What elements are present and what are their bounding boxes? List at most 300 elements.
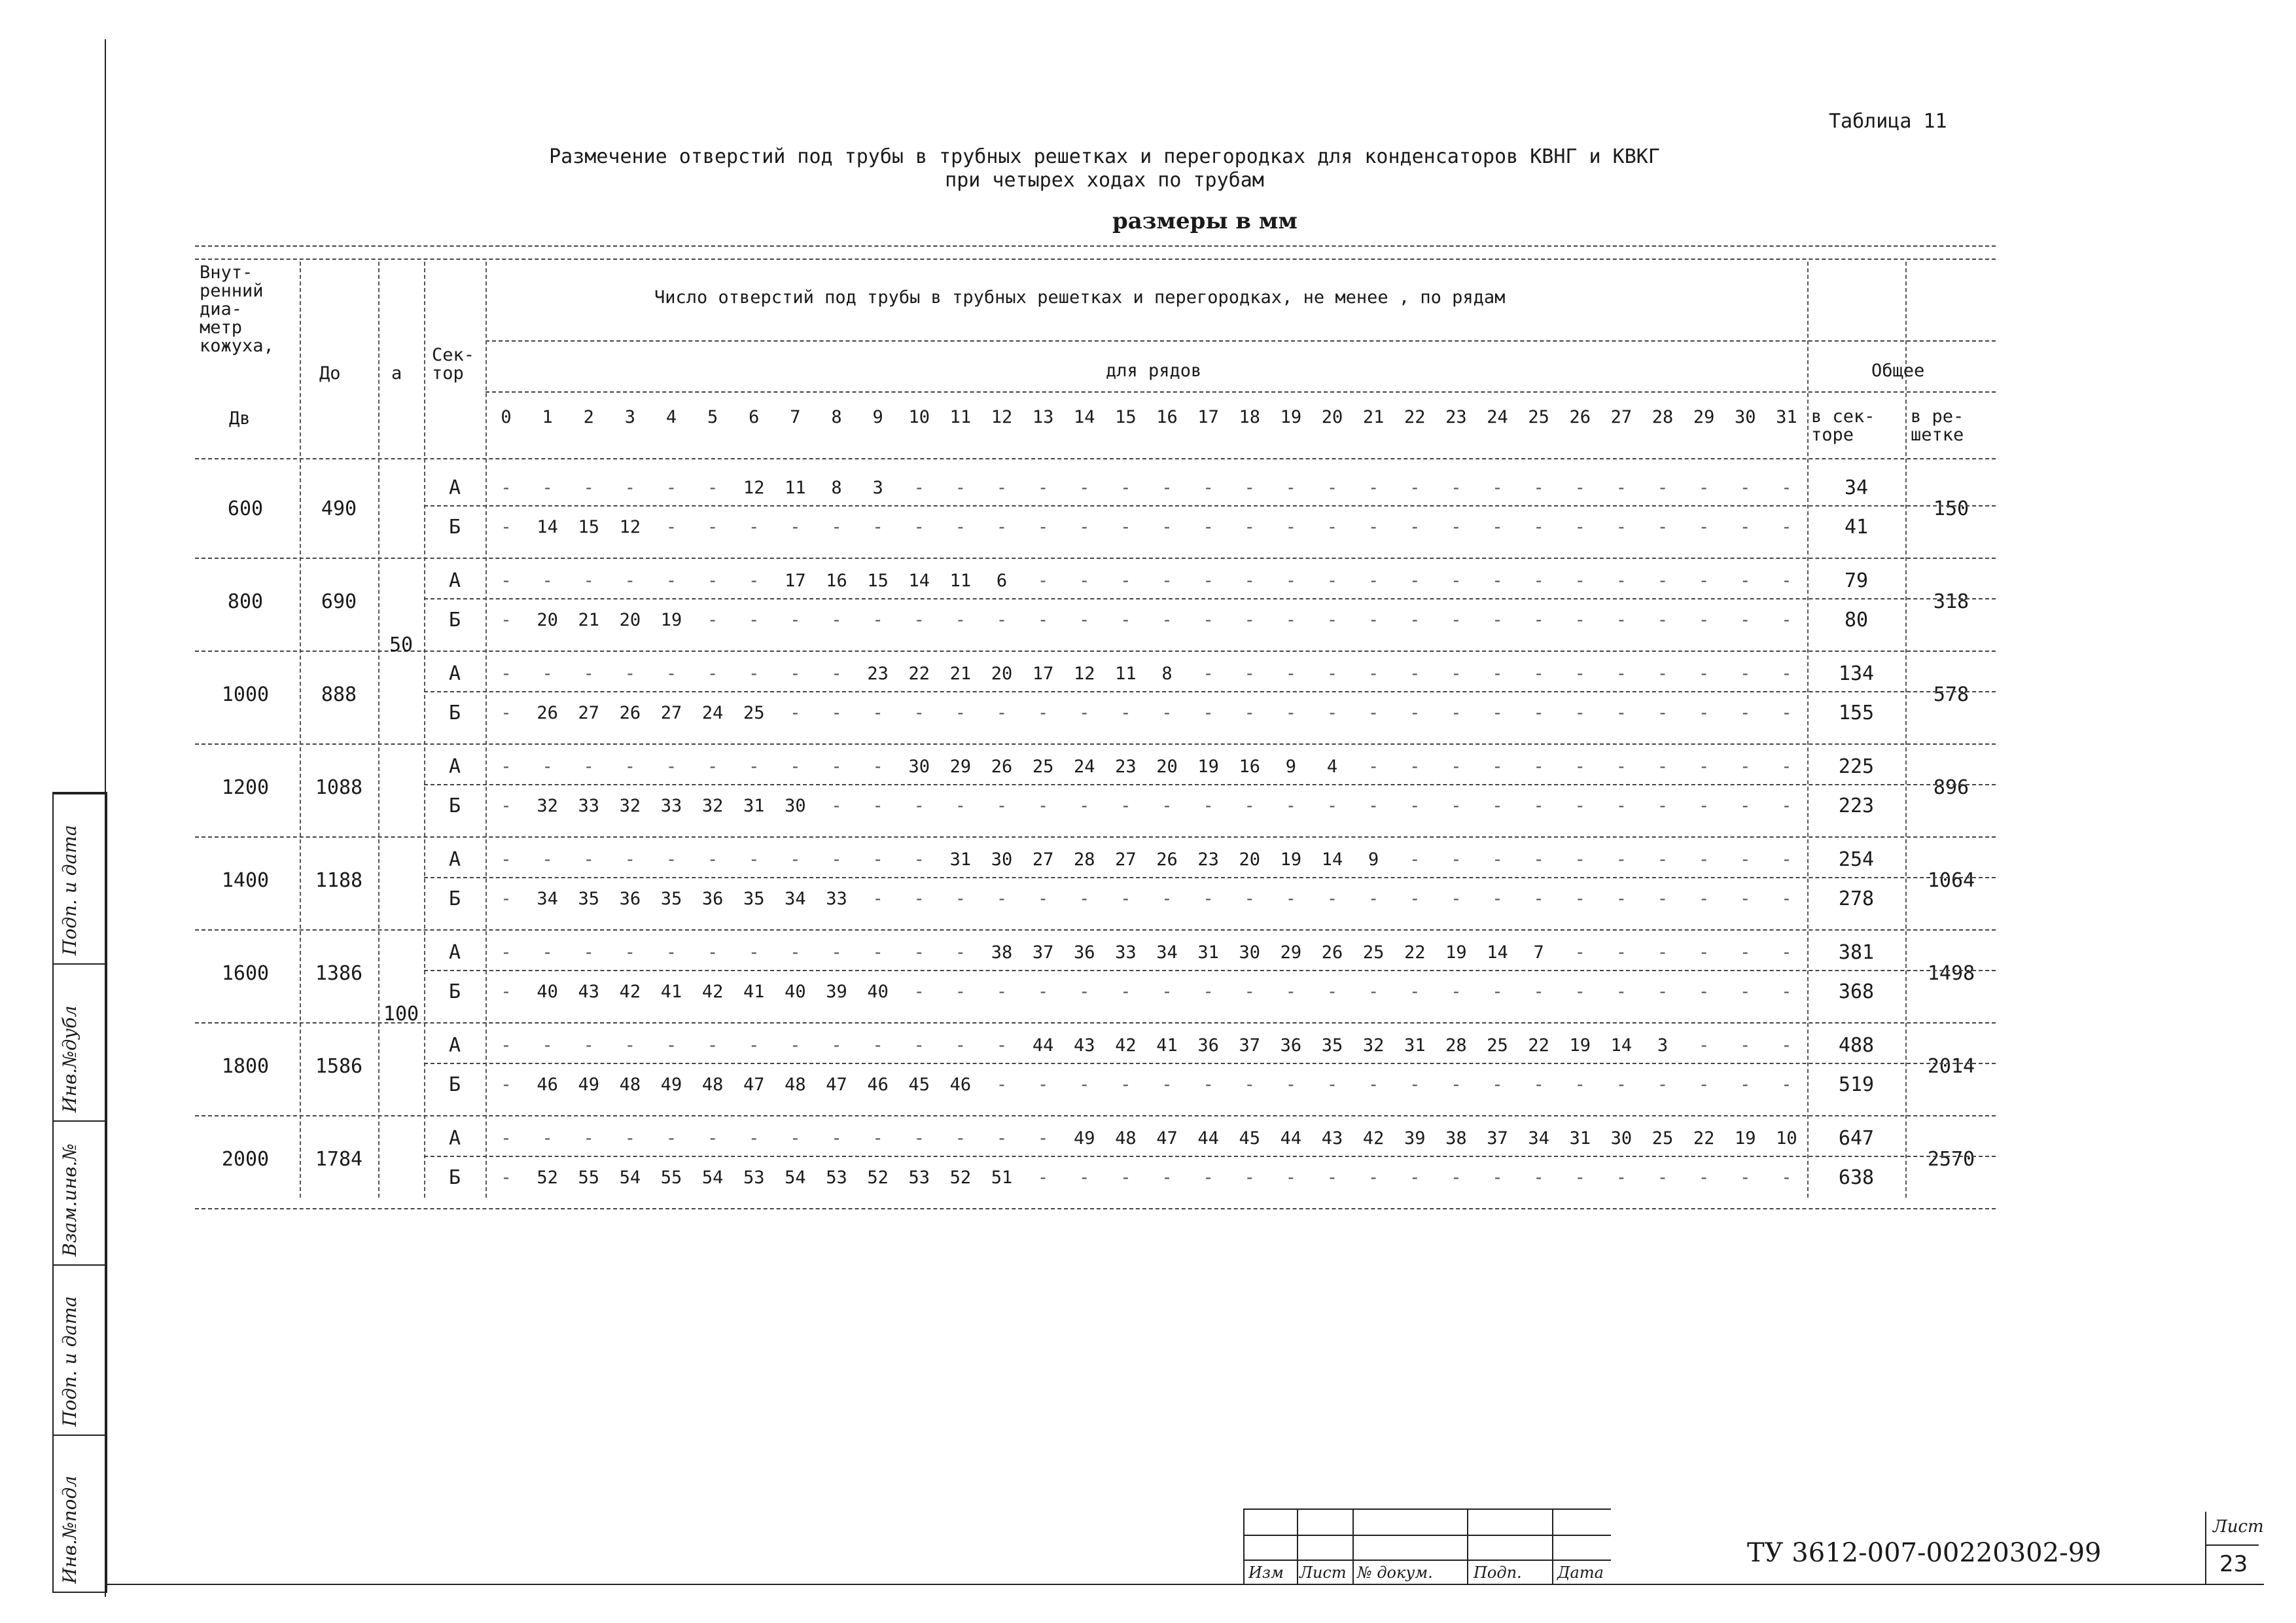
cell-sector-total: 381 bbox=[1838, 941, 1875, 964]
block-rule bbox=[195, 558, 1996, 559]
cell-count: - bbox=[790, 664, 801, 684]
cell-count: - bbox=[831, 1128, 842, 1149]
cell-count: - bbox=[665, 942, 677, 963]
cell-count: - bbox=[955, 610, 966, 630]
cell-count: - bbox=[831, 517, 842, 537]
cell-count: - bbox=[1120, 1168, 1131, 1188]
cell-count: - bbox=[1203, 478, 1214, 498]
cell-count: - bbox=[1326, 517, 1338, 537]
block-rule bbox=[195, 1115, 1996, 1116]
sector-rule bbox=[424, 970, 1996, 971]
cell-count: - bbox=[1038, 796, 1049, 816]
cell-count: - bbox=[913, 982, 925, 1002]
cell-count: 30 bbox=[785, 796, 806, 816]
cell-count: - bbox=[749, 757, 760, 777]
cell-grid-total: 1064 bbox=[1927, 869, 1975, 892]
cell-count: - bbox=[501, 757, 512, 777]
cell-count: 34 bbox=[1528, 1128, 1549, 1149]
cell-grid-total: 2570 bbox=[1927, 1148, 1975, 1171]
cell-count: 14 bbox=[1321, 849, 1343, 870]
cell-count: 51 bbox=[991, 1168, 1013, 1188]
tb-label-izm: Изм bbox=[1248, 1563, 1284, 1582]
cell-count: 15 bbox=[867, 571, 889, 591]
cell-count: 44 bbox=[1032, 1035, 1054, 1056]
cell-count: 19 bbox=[1280, 849, 1302, 870]
cell-count: - bbox=[542, 478, 553, 498]
cell-sector-total: 79 bbox=[1844, 569, 1869, 592]
cell-count: - bbox=[1203, 571, 1214, 591]
header-row-number: 18 bbox=[1239, 407, 1261, 427]
cell-count: - bbox=[872, 849, 883, 870]
cell-count: - bbox=[1203, 1168, 1214, 1188]
cell-count: 20 bbox=[1239, 849, 1261, 870]
cell-count: 28 bbox=[1074, 849, 1095, 870]
cell-do: 690 bbox=[321, 590, 357, 613]
block-rule bbox=[195, 743, 1996, 745]
cell-count: - bbox=[1038, 889, 1049, 909]
cell-count: - bbox=[1120, 478, 1131, 498]
cell-count: 10 bbox=[1776, 1128, 1797, 1149]
cell-count: 31 bbox=[1404, 1035, 1426, 1056]
cell-count: - bbox=[1616, 664, 1627, 684]
cell-count: 30 bbox=[991, 849, 1013, 870]
cell-count: - bbox=[913, 849, 925, 870]
cell-count: - bbox=[872, 889, 883, 909]
cell-count: - bbox=[831, 1035, 842, 1056]
cell-count: 3 bbox=[1657, 1035, 1669, 1056]
cell-count: 53 bbox=[743, 1168, 765, 1188]
cell-count: 45 bbox=[908, 1075, 930, 1095]
cell-count: 36 bbox=[619, 889, 641, 909]
header-main-group: Число отверстий под трубы в трубных решетках и перегородках, не менее , по рядам bbox=[654, 287, 1506, 308]
cell-count: - bbox=[872, 1128, 883, 1149]
cell-count: - bbox=[1657, 942, 1669, 963]
cell-count: - bbox=[707, 664, 718, 684]
cell-count: - bbox=[501, 610, 512, 630]
cell-do: 1784 bbox=[315, 1148, 363, 1171]
cell-count: - bbox=[913, 703, 925, 723]
cell-count: - bbox=[1574, 942, 1585, 963]
cell-count: 46 bbox=[949, 1075, 972, 1095]
cell-count: - bbox=[1781, 478, 1792, 498]
cell-count: - bbox=[1492, 796, 1503, 816]
cell-count: - bbox=[1574, 757, 1585, 777]
cell-count: - bbox=[1079, 703, 1090, 723]
cell-count: - bbox=[1161, 889, 1173, 909]
cell-count: 21 bbox=[949, 664, 972, 684]
header-row-number: 1 bbox=[542, 407, 553, 427]
cell-count: - bbox=[1326, 889, 1338, 909]
cell-count: 6 bbox=[996, 571, 1008, 591]
cell-count: 11 bbox=[1115, 664, 1137, 684]
cell-count: - bbox=[1740, 889, 1751, 909]
cell-count: 44 bbox=[1197, 1128, 1219, 1149]
cell-count: - bbox=[1533, 849, 1544, 870]
cell-count: - bbox=[1409, 664, 1421, 684]
cell-count: - bbox=[542, 1035, 553, 1056]
cell-count: - bbox=[1409, 1168, 1421, 1188]
cell-count: - bbox=[1657, 796, 1669, 816]
cell-count: - bbox=[1616, 982, 1627, 1002]
cell-count: - bbox=[1409, 849, 1421, 870]
cell-count: 35 bbox=[743, 889, 765, 909]
header-row-number: 10 bbox=[908, 407, 930, 427]
cell-count: - bbox=[749, 849, 760, 870]
cell-count: - bbox=[665, 1128, 677, 1149]
cell-count: 24 bbox=[1074, 757, 1095, 777]
cell-count: - bbox=[1244, 982, 1255, 1002]
cell-count: - bbox=[1285, 796, 1297, 816]
cell-count: 55 bbox=[578, 1168, 600, 1188]
cell-count: - bbox=[1409, 610, 1421, 630]
cell-count: 39 bbox=[1404, 1128, 1426, 1149]
cell-count: - bbox=[624, 942, 636, 963]
header-row-number: 16 bbox=[1156, 407, 1178, 427]
cell-count: - bbox=[1781, 703, 1792, 723]
header-total-sector-line: в сек- bbox=[1811, 406, 1875, 427]
cell-count: - bbox=[1120, 982, 1131, 1002]
cell-count: - bbox=[1533, 757, 1544, 777]
cell-count: 12 bbox=[743, 478, 765, 498]
cell-count: 32 bbox=[619, 796, 641, 816]
cell-count: 11 bbox=[785, 478, 806, 498]
cell-count: - bbox=[872, 703, 883, 723]
cell-count: - bbox=[1368, 982, 1379, 1002]
header-row-number: 30 bbox=[1735, 407, 1756, 427]
cell-count: 25 bbox=[1362, 942, 1385, 963]
cell-count: 54 bbox=[785, 1168, 806, 1188]
cell-count: - bbox=[1368, 703, 1379, 723]
cell-count: - bbox=[1699, 796, 1710, 816]
cell-count: - bbox=[501, 517, 512, 537]
cell-count: - bbox=[1574, 889, 1585, 909]
header-row-number: 26 bbox=[1569, 407, 1591, 427]
cell-count: - bbox=[1409, 571, 1421, 591]
header-row-number: 21 bbox=[1362, 407, 1385, 427]
cell-count: - bbox=[831, 849, 842, 870]
cell-grid-total: 150 bbox=[1933, 497, 1969, 520]
cell-count: - bbox=[1120, 1075, 1131, 1095]
cell-count: 37 bbox=[1487, 1128, 1508, 1149]
cell-count: - bbox=[1616, 889, 1627, 909]
cell-count: - bbox=[1368, 796, 1379, 816]
cell-count: - bbox=[583, 757, 594, 777]
cell-count: 52 bbox=[949, 1168, 972, 1188]
cell-count: - bbox=[1079, 610, 1090, 630]
cell-count: 20 bbox=[537, 610, 558, 630]
cell-grid-total: 578 bbox=[1933, 683, 1969, 706]
cell-count: - bbox=[501, 571, 512, 591]
cell-count: 48 bbox=[619, 1075, 641, 1095]
cell-sector-total: 368 bbox=[1838, 980, 1875, 1003]
tb-label-sign: Подп. bbox=[1474, 1563, 1522, 1582]
cell-count: - bbox=[1781, 664, 1792, 684]
header-total-grid-line: шетке bbox=[1911, 425, 1964, 445]
cell-count: 19 bbox=[1197, 757, 1219, 777]
cell-count: 33 bbox=[578, 796, 600, 816]
cell-count: 48 bbox=[1115, 1128, 1137, 1149]
cell-count: - bbox=[1616, 610, 1627, 630]
cell-count: - bbox=[1326, 982, 1338, 1002]
cell-count: 49 bbox=[660, 1075, 682, 1095]
header-row-number: 2 bbox=[583, 407, 594, 427]
cell-count: 25 bbox=[1487, 1035, 1508, 1056]
cell-count: - bbox=[1657, 703, 1669, 723]
cell-count: 20 bbox=[991, 664, 1013, 684]
cell-dv: 1600 bbox=[221, 962, 270, 985]
cell-do: 490 bbox=[321, 497, 357, 520]
cell-count: - bbox=[1120, 796, 1131, 816]
cell-count: - bbox=[1492, 571, 1503, 591]
cell-sector: А bbox=[448, 848, 461, 871]
cell-count: - bbox=[1203, 889, 1214, 909]
cell-count: 26 bbox=[1321, 942, 1343, 963]
cell-count: - bbox=[624, 664, 636, 684]
cell-count: - bbox=[1574, 664, 1585, 684]
cell-count: - bbox=[1699, 849, 1710, 870]
header-total-group: Общее bbox=[1871, 361, 1925, 381]
cell-count: - bbox=[913, 889, 925, 909]
cell-count: - bbox=[955, 1128, 966, 1149]
header-diameter-line: диа- bbox=[200, 299, 243, 319]
cell-sector: Б bbox=[448, 794, 461, 817]
cell-count: - bbox=[749, 571, 760, 591]
cell-count: - bbox=[1699, 1035, 1710, 1056]
cell-count: - bbox=[996, 889, 1008, 909]
cell-count: - bbox=[1616, 1168, 1627, 1188]
cell-count: - bbox=[1657, 664, 1669, 684]
cell-count: 30 bbox=[908, 757, 930, 777]
cell-do: 888 bbox=[321, 683, 357, 706]
cell-count: 33 bbox=[660, 796, 682, 816]
block-rule bbox=[195, 651, 1996, 652]
cell-count: 12 bbox=[619, 517, 641, 537]
cell-a: 50 bbox=[389, 633, 414, 656]
cell-count: - bbox=[665, 1035, 677, 1056]
cell-count: 49 bbox=[1074, 1128, 1095, 1149]
cell-count: 52 bbox=[867, 1168, 889, 1188]
cell-count: 54 bbox=[701, 1168, 724, 1188]
cell-sector-total: 278 bbox=[1838, 887, 1875, 910]
cell-count: - bbox=[624, 478, 636, 498]
cell-count: - bbox=[1326, 1168, 1338, 1188]
cell-count: - bbox=[913, 517, 925, 537]
cell-count: - bbox=[1574, 982, 1585, 1002]
cell-count: - bbox=[1368, 664, 1379, 684]
cell-count: - bbox=[1285, 982, 1297, 1002]
cell-a: 100 bbox=[383, 1003, 419, 1026]
block-rule bbox=[195, 1022, 1996, 1024]
cell-count: - bbox=[1533, 610, 1544, 630]
sector-rule bbox=[424, 505, 1996, 507]
cell-count: - bbox=[501, 1075, 512, 1095]
cell-count: - bbox=[1244, 889, 1255, 909]
cell-count: - bbox=[1533, 664, 1544, 684]
cell-sector-total: 34 bbox=[1844, 476, 1869, 499]
cell-count: - bbox=[1451, 982, 1462, 1002]
cell-count: - bbox=[1451, 796, 1462, 816]
cell-do: 1586 bbox=[315, 1055, 363, 1078]
cell-count: - bbox=[1781, 1035, 1792, 1056]
sector-rule bbox=[424, 877, 1996, 878]
header-row-number: 24 bbox=[1487, 407, 1508, 427]
cell-count: - bbox=[501, 849, 512, 870]
cell-count: - bbox=[790, 942, 801, 963]
cell-count: - bbox=[1451, 664, 1462, 684]
cell-count: - bbox=[1203, 610, 1214, 630]
cell-count: 43 bbox=[1321, 1128, 1343, 1149]
cell-count: - bbox=[1533, 1168, 1544, 1188]
cell-count: - bbox=[1574, 849, 1585, 870]
cell-sector-total: 647 bbox=[1838, 1127, 1875, 1150]
block-rule bbox=[195, 929, 1996, 931]
cell-count: - bbox=[1699, 889, 1710, 909]
cell-sector-total: 41 bbox=[1844, 516, 1869, 539]
cell-sector: А bbox=[448, 1034, 461, 1057]
cell-count: 19 bbox=[1569, 1035, 1591, 1056]
cell-sector: А bbox=[448, 1127, 461, 1150]
header-row-number: 27 bbox=[1610, 407, 1633, 427]
cell-count: - bbox=[665, 757, 677, 777]
cell-count: 21 bbox=[578, 610, 600, 630]
cell-count: 40 bbox=[867, 982, 889, 1002]
cell-count: - bbox=[955, 703, 966, 723]
column-rule bbox=[378, 262, 380, 1198]
cell-count: - bbox=[913, 796, 925, 816]
cell-count: 37 bbox=[1239, 1035, 1261, 1056]
cell-count: - bbox=[501, 664, 512, 684]
cell-count: - bbox=[1451, 703, 1462, 723]
cell-count: - bbox=[790, 757, 801, 777]
cell-dv: 800 bbox=[227, 590, 264, 613]
cell-count: - bbox=[542, 942, 553, 963]
cell-count: - bbox=[1038, 1168, 1049, 1188]
cell-sector-total: 155 bbox=[1838, 702, 1875, 724]
header-do: До bbox=[319, 363, 341, 383]
cell-count: 3 bbox=[872, 478, 883, 498]
cell-count: 30 bbox=[1610, 1128, 1633, 1149]
header-row-number: 8 bbox=[831, 407, 842, 427]
cell-count: - bbox=[1326, 1075, 1338, 1095]
cell-count: - bbox=[831, 610, 842, 630]
cell-sector-total: 488 bbox=[1838, 1034, 1875, 1057]
header-row-number: 3 bbox=[624, 407, 636, 427]
cell-count: 36 bbox=[1197, 1035, 1219, 1056]
cell-count: - bbox=[1368, 889, 1379, 909]
header-total-grid-line: в ре- bbox=[1911, 406, 1964, 427]
cell-count: - bbox=[831, 942, 842, 963]
cell-count: - bbox=[996, 610, 1008, 630]
cell-count: - bbox=[1244, 796, 1255, 816]
cell-dv: 1000 bbox=[221, 683, 270, 706]
cell-count: - bbox=[749, 1128, 760, 1149]
cell-count: - bbox=[1533, 889, 1544, 909]
cell-count: - bbox=[1492, 664, 1503, 684]
cell-count: - bbox=[872, 796, 883, 816]
cell-count: 20 bbox=[619, 610, 641, 630]
cell-count: - bbox=[1492, 889, 1503, 909]
cell-count: - bbox=[707, 571, 718, 591]
cell-dv: 1800 bbox=[221, 1055, 270, 1078]
cell-count: 24 bbox=[701, 703, 724, 723]
cell-count: - bbox=[1533, 982, 1544, 1002]
cell-count: - bbox=[1781, 610, 1792, 630]
cell-count: - bbox=[1161, 982, 1173, 1002]
cell-count: 22 bbox=[1693, 1128, 1715, 1149]
cell-count: - bbox=[1326, 571, 1338, 591]
cell-count: - bbox=[955, 517, 966, 537]
cell-count: - bbox=[749, 664, 760, 684]
cell-count: - bbox=[624, 1128, 636, 1149]
cell-count: - bbox=[1244, 664, 1255, 684]
cell-count: 9 bbox=[1285, 757, 1297, 777]
sector-rule bbox=[424, 1063, 1996, 1064]
cell-count: - bbox=[501, 1128, 512, 1149]
cell-count: - bbox=[1161, 571, 1173, 591]
cell-count: - bbox=[1203, 1075, 1214, 1095]
cell-count: 33 bbox=[1115, 942, 1137, 963]
cell-count: - bbox=[583, 1035, 594, 1056]
cell-count: - bbox=[1409, 796, 1421, 816]
cell-count: - bbox=[955, 478, 966, 498]
cell-count: 23 bbox=[1115, 757, 1137, 777]
cell-count: - bbox=[1203, 982, 1214, 1002]
stamp-label: Подп. и дата bbox=[59, 1296, 80, 1427]
cell-count: 40 bbox=[537, 982, 558, 1002]
cell-count: - bbox=[542, 1128, 553, 1149]
cell-count: - bbox=[1038, 478, 1049, 498]
cell-count: - bbox=[665, 478, 677, 498]
cell-count: - bbox=[501, 982, 512, 1002]
cell-count: - bbox=[1781, 889, 1792, 909]
table-title-line1: Размечение отверстий под трубы в трубных решетках и перегородках для конденсаторов КВНГ и КВКГ bbox=[549, 145, 1660, 168]
cell-count: - bbox=[1161, 1168, 1173, 1188]
cell-count: - bbox=[872, 610, 883, 630]
cell-do: 1088 bbox=[315, 776, 363, 799]
cell-sector-total: 638 bbox=[1838, 1166, 1875, 1189]
cell-count: - bbox=[1203, 517, 1214, 537]
cell-count: 41 bbox=[660, 982, 682, 1002]
header-row-number: 22 bbox=[1404, 407, 1426, 427]
cell-count: 43 bbox=[1074, 1035, 1095, 1056]
cell-count: - bbox=[1781, 849, 1792, 870]
cell-count: - bbox=[749, 610, 760, 630]
cell-count: 27 bbox=[660, 703, 682, 723]
header-row-number: 6 bbox=[749, 407, 760, 427]
cell-count: 48 bbox=[785, 1075, 806, 1095]
cell-count: - bbox=[1492, 1075, 1503, 1095]
cell-count: 26 bbox=[1156, 849, 1178, 870]
cell-count: - bbox=[1657, 889, 1669, 909]
cell-count: - bbox=[1285, 571, 1297, 591]
cell-count: 35 bbox=[1321, 1035, 1343, 1056]
bottom-frame-line bbox=[105, 1584, 2264, 1585]
cell-count: - bbox=[1409, 703, 1421, 723]
cell-count: - bbox=[1244, 478, 1255, 498]
cell-count: - bbox=[955, 796, 966, 816]
cell-grid-total: 2014 bbox=[1927, 1055, 1975, 1078]
cell-grid-total: 1498 bbox=[1927, 962, 1975, 985]
cell-count: 31 bbox=[1569, 1128, 1591, 1149]
cell-count: - bbox=[1409, 757, 1421, 777]
cell-sector-total: 134 bbox=[1838, 662, 1875, 685]
cell-count: - bbox=[1492, 703, 1503, 723]
cell-count: - bbox=[583, 478, 594, 498]
cell-count: - bbox=[1740, 982, 1751, 1002]
cell-count: - bbox=[1161, 478, 1173, 498]
cell-count: - bbox=[872, 1035, 883, 1056]
cell-count: - bbox=[1740, 703, 1751, 723]
